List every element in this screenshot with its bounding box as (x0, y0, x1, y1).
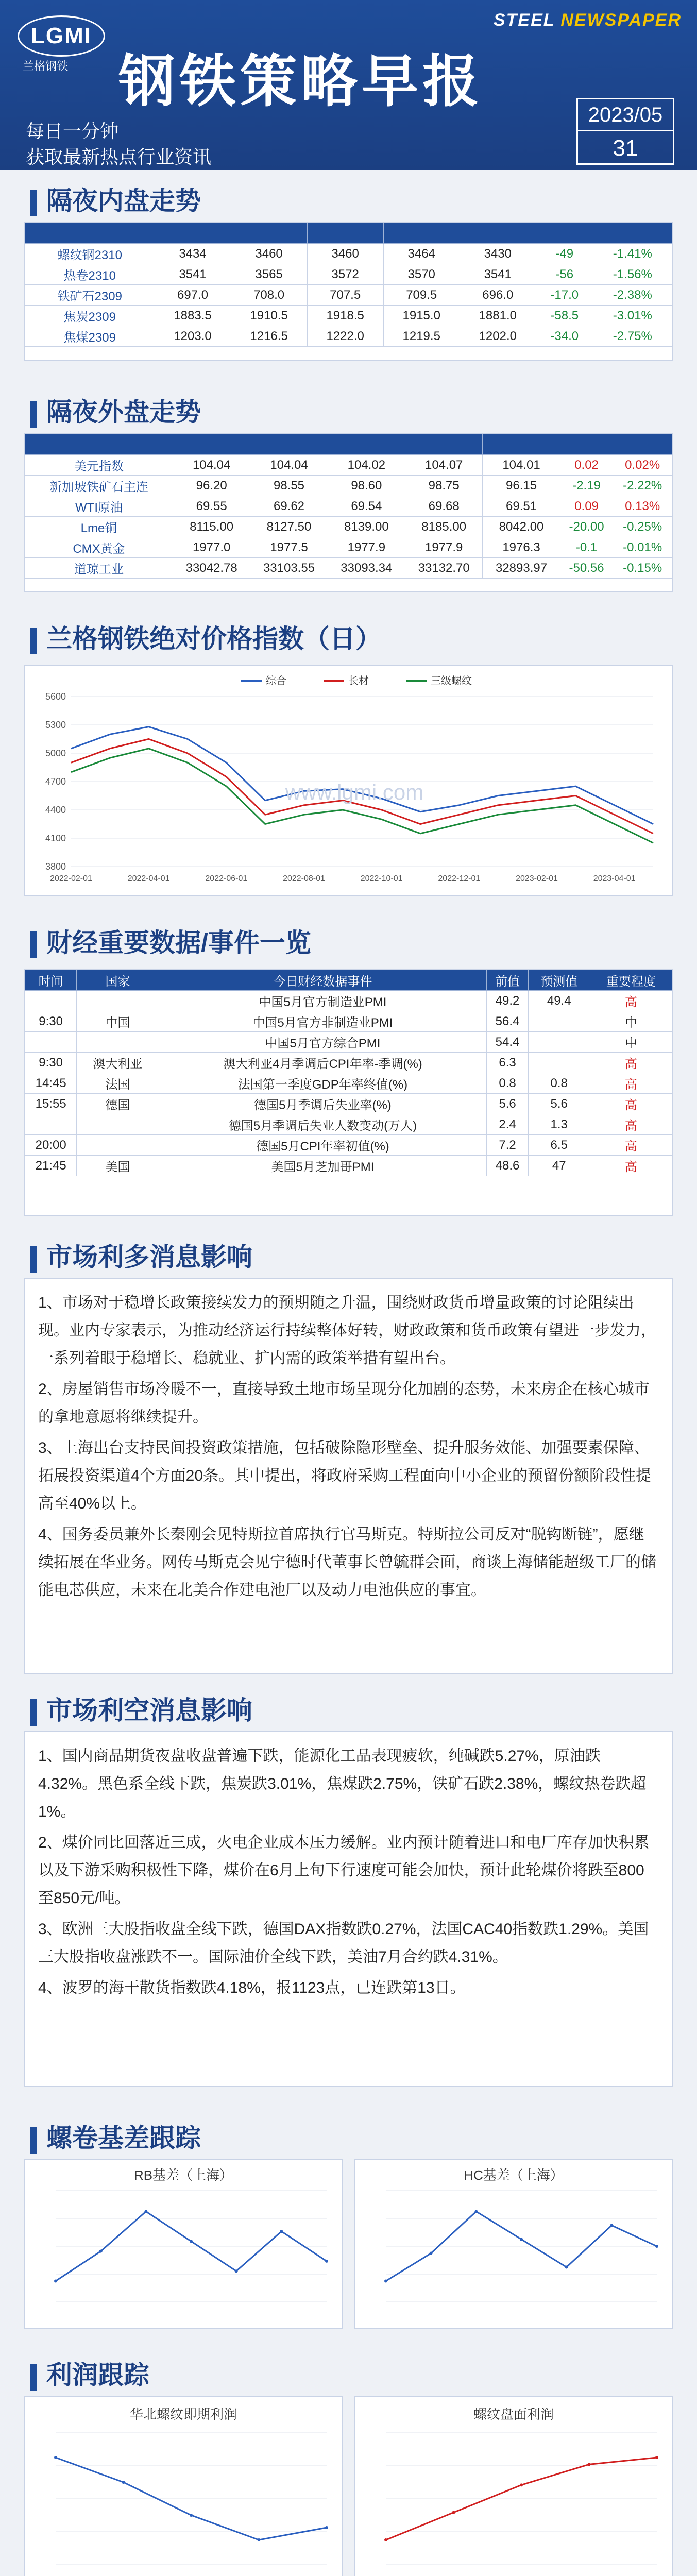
table-header-cell: 国家 (77, 970, 159, 991)
table-row (25, 1156, 672, 1176)
table-cell: WTI原油 (25, 496, 173, 517)
section-title-night-foreign (30, 392, 201, 429)
table-cell: 中国5月官方综合PMI (159, 1032, 487, 1053)
table-cell: 69.68 (405, 496, 483, 517)
table-cell: 708.0 (231, 285, 307, 306)
table-cell: 高 (590, 1114, 672, 1135)
data-table (25, 434, 672, 579)
table-row (25, 1135, 672, 1156)
table-cell: -2.19 (560, 476, 613, 496)
table-cell: 0.8 (487, 1073, 528, 1094)
calendar-table (24, 969, 673, 1216)
data-point (258, 2538, 261, 2541)
bear-news-item: 1、国内商品期货夜盘收盘普遍下跌，能源化工品表现疲软，纯碱跌5.27%，原油跌4.32%。黑色系全线下跌，焦炭跌3.01%，焦煤跌2.75%，铁矿石跌2.38%，螺纹热卷跌超1%。 (38, 1748, 647, 1820)
table-row (25, 1011, 672, 1032)
table-cell: 3565 (231, 264, 307, 285)
x-tick-label: 2023-02-01 (516, 874, 558, 883)
table-cell: 高 (590, 1073, 672, 1094)
table-cell (528, 1053, 590, 1073)
table-cell: 15:55 (25, 1094, 77, 1114)
chart-caption: 华北螺纹即期利润 (129, 2406, 237, 2422)
table-cell: 1202.0 (460, 326, 536, 347)
table-cell: 3430 (460, 244, 536, 264)
table-cell: 焦煤2309 (25, 326, 155, 347)
y-tick-label: 4400 (45, 805, 66, 815)
table-cell: 1976.3 (483, 537, 560, 558)
night-domestic-table (24, 222, 673, 361)
section-title-price-index (30, 618, 381, 655)
table-header-cell (460, 223, 536, 244)
data-point (384, 2538, 387, 2541)
table-cell: -2.75% (593, 326, 672, 347)
table-cell: 3464 (383, 244, 460, 264)
table-cell: 法国第一季度GDP年率终值(%) (159, 1073, 487, 1094)
page-title: 钢铁策略早报 (118, 50, 483, 113)
table-cell: 69.51 (483, 496, 560, 517)
table-cell: 德国5月季调后失业人数变动(万人) (159, 1114, 487, 1135)
table-cell: 49.4 (528, 991, 590, 1011)
table-cell: 1915.0 (383, 306, 460, 326)
data-point (190, 2514, 193, 2517)
section-title-text: 利润跟踪 (46, 2361, 149, 2389)
table-cell: 铁矿石2309 (25, 285, 155, 306)
section-title-text: 隔夜内盘走势 (46, 187, 201, 215)
data-point (565, 2266, 568, 2269)
table-cell: 9:30 (25, 1011, 77, 1032)
table-cell: 1219.5 (383, 326, 460, 347)
table-row (25, 537, 672, 558)
legend-label: 长材 (348, 675, 369, 687)
table-cell: 1910.5 (231, 306, 307, 326)
table-cell: 69.55 (173, 496, 250, 517)
table-cell: 104.02 (328, 455, 405, 476)
table-cell: 104.01 (483, 455, 560, 476)
bull-news-item: 4、国务委员兼外长秦刚会见特斯拉首席执行官马斯克。特斯拉公司反对“脱钩断链”，愿继续拓展在华业务。网传马斯克会见宁德时代董事长曾毓群会面，商谈上海储能超级工厂的储能电芯供应，未来在北美合作建电池厂以及动力电池供应的事宜。 (38, 1526, 656, 1599)
table-cell: 中 (590, 1032, 672, 1053)
table-header-cell (173, 434, 250, 455)
table-header-cell (593, 223, 672, 244)
table-cell: 98.75 (405, 476, 483, 496)
table-cell: 高 (590, 1053, 672, 1073)
title-bar (30, 401, 37, 428)
table-cell: 47 (528, 1156, 590, 1176)
data-point (235, 2269, 238, 2273)
table-cell: 32893.97 (483, 558, 560, 579)
table-cell: 美元指数 (25, 455, 173, 476)
table-cell: 98.55 (250, 476, 328, 496)
table-row (25, 1073, 672, 1094)
data-point (655, 2456, 658, 2459)
x-tick-label: 2023-04-01 (593, 874, 636, 883)
table-cell: Lme铜 (25, 517, 173, 537)
table-header-cell (613, 434, 672, 455)
profit-spot-svg (25, 2397, 342, 2576)
data-point (610, 2224, 613, 2227)
table-header-cell: 今日财经数据事件 (159, 970, 487, 991)
rb-basis-chart (24, 2159, 343, 2329)
table-cell: 3570 (383, 264, 460, 285)
table-cell: 0.02% (613, 455, 672, 476)
table-cell: 中国5月官方制造业PMI (159, 991, 487, 1011)
table-cell: 48.6 (487, 1156, 528, 1176)
table-cell (25, 1032, 77, 1053)
table-cell: 新加坡铁矿石主连 (25, 476, 173, 496)
legend-label: 综合 (266, 675, 286, 687)
legend-label: 三级螺纹 (431, 675, 472, 687)
table-cell: 美国 (77, 1156, 159, 1176)
bear-news-item: 4、波罗的海干散货指数跌4.18%，报1123点，已连跌第13日。 (38, 1979, 466, 1996)
table-header-cell: 前值 (487, 970, 528, 991)
table-cell: -0.1 (560, 537, 613, 558)
table-cell: 1918.5 (307, 306, 383, 326)
rb-basis-svg (25, 2160, 342, 2328)
table-cell: 德国5月CPI年率初值(%) (159, 1135, 487, 1156)
title-bar (30, 1246, 37, 1273)
table-cell: -1.56% (593, 264, 672, 285)
table-cell: 49.2 (487, 991, 528, 1011)
data-point (325, 2526, 328, 2529)
table-cell: 3460 (231, 244, 307, 264)
y-tick-label: 4700 (45, 776, 66, 787)
section-title-night-domestic (30, 180, 201, 217)
table-cell: 1222.0 (307, 326, 383, 347)
table-cell: -50.56 (560, 558, 613, 579)
table-cell: 3434 (155, 244, 231, 264)
hc-basis-chart (354, 2159, 673, 2329)
bear-news-item: 2、煤价同比回落近三成，火电企业成本压力缓解。业内预计随着进口和电厂库存加快积累以及下游采购积极性下降，煤价在6月上旬下行速度可能会加快，预计此轮煤价将跌至800至850元/吨。 (38, 1834, 650, 1907)
brand-tag (494, 10, 682, 30)
table-row (25, 991, 672, 1011)
table-row (25, 1032, 672, 1053)
night-foreign-table (24, 433, 673, 592)
data-point (655, 2245, 658, 2248)
table-cell: 96.20 (173, 476, 250, 496)
table-header-cell (536, 223, 593, 244)
table-row (25, 1094, 672, 1114)
table-cell: 澳大利亚4月季调后CPI年率-季调(%) (159, 1053, 487, 1073)
table-cell (77, 1032, 159, 1053)
profit-spot-chart (24, 2396, 343, 2576)
table-header-row (25, 434, 672, 455)
table-row (25, 285, 672, 306)
table-cell: -58.5 (536, 306, 593, 326)
table-header-cell (25, 434, 173, 455)
table-cell: 美国5月芝加哥PMI (159, 1156, 487, 1176)
table-cell: 1977.0 (173, 537, 250, 558)
data-point (54, 2456, 57, 2459)
table-header-cell (483, 434, 560, 455)
bull-news-list (24, 1278, 673, 1674)
table-cell: 69.62 (250, 496, 328, 517)
table-header-cell (307, 223, 383, 244)
data-point (588, 2463, 591, 2466)
table-cell: 33093.34 (328, 558, 405, 579)
table-row (25, 244, 672, 264)
table-cell: 中国 (77, 1011, 159, 1032)
section-title-profit (30, 2354, 149, 2392)
brand-main: STEEL (493, 10, 555, 30)
table-cell: 3572 (307, 264, 383, 285)
table-cell: 1977.5 (250, 537, 328, 558)
table-cell (25, 991, 77, 1011)
table-cell: 33042.78 (173, 558, 250, 579)
table-header-cell (231, 223, 307, 244)
table-header-cell (405, 434, 483, 455)
table-header-cell: 时间 (25, 970, 77, 991)
data-table (25, 223, 672, 347)
data-point (520, 2238, 523, 2241)
data-point (520, 2483, 523, 2486)
table-cell: 0.09 (560, 496, 613, 517)
bull-news-item: 1、市场对于稳增长政策接续发力的预期随之升温，围绕财政货币增量政策的讨论阻续出现。业内专家表示，为推动经济运行持续整体好转，财政政策和货币政策有望进一步发力，一系列着眼于稳增长、稳就业、扩内需的政策举措有望出台。 (38, 1294, 656, 1367)
table-cell: 707.5 (307, 285, 383, 306)
data-point (452, 2511, 455, 2514)
title-bar (30, 2127, 37, 2154)
table-row (25, 264, 672, 285)
table-cell (77, 1135, 159, 1156)
title-bar (30, 2364, 37, 2391)
section-title-text: 财经重要数据/事件一览 (46, 928, 311, 957)
section-title-text: 市场利多消息影响 (46, 1243, 252, 1272)
table-cell: 8042.00 (483, 517, 560, 537)
brand-accent: NEWSPAPER (560, 10, 682, 30)
profit-futures-chart (354, 2396, 673, 2576)
table-cell: -3.01% (593, 306, 672, 326)
date-box (576, 98, 674, 165)
table-header-cell (328, 434, 405, 455)
section-title-bull-news (30, 1236, 252, 1274)
header (0, 0, 697, 170)
table-row (25, 326, 672, 347)
table-cell: 8139.00 (328, 517, 405, 537)
table-row (25, 455, 672, 476)
table-cell: 高 (590, 1094, 672, 1114)
date-day: 31 (613, 135, 638, 161)
table-cell: 6.5 (528, 1135, 590, 1156)
table-row (25, 306, 672, 326)
table-cell: 热卷2310 (25, 264, 155, 285)
table-cell: -2.38% (593, 285, 672, 306)
table-cell (77, 1114, 159, 1135)
table-row (25, 1053, 672, 1073)
data-point (325, 2260, 328, 2263)
chart-caption: 螺纹盘面利润 (473, 2406, 554, 2422)
bear-news-item: 3、欧洲三大股指收盘全线下跌，德国DAX指数跌0.27%，法国CAC40指数跌1.29%。美国三大股指收盘涨跌不一。国际油价全线下跌，美油7月合约跌4.31%。 (38, 1921, 649, 1965)
bear-news-list (24, 1731, 673, 2087)
table-cell: 中国5月官方非制造业PMI (159, 1011, 487, 1032)
table-cell: -0.25% (613, 517, 672, 537)
table-cell: 33103.55 (250, 558, 328, 579)
table-header-row (25, 223, 672, 244)
hc-basis-svg (355, 2160, 672, 2328)
table-cell: 法国 (77, 1073, 159, 1094)
chart-caption: RB基差（上海） (133, 2167, 233, 2183)
data-point (144, 2210, 147, 2213)
table-cell: 98.60 (328, 476, 405, 496)
table-cell: 14:45 (25, 1073, 77, 1094)
table-cell: 1216.5 (231, 326, 307, 347)
table-cell: -56 (536, 264, 593, 285)
table-cell: 澳大利亚 (77, 1053, 159, 1073)
bull-news-item: 3、上海出台支持民间投资政策措施，包括破除隐形壁垒、提升服务效能、加强要素保障、拓展投资渠道4个方面20条。其中提出，将政府采购工程面向中小企业的预留份额阶段性提高至40%以上。 (38, 1439, 652, 1512)
table-cell: 709.5 (383, 285, 460, 306)
table-header-cell (383, 223, 460, 244)
y-tick-label: 3800 (45, 861, 66, 872)
table-cell: -2.22% (613, 476, 672, 496)
table-cell: 3460 (307, 244, 383, 264)
bull-news-item: 2、房屋销售市场冷暖不一，直接导致土地市场呈现分化加剧的态势，未来房企在核心城市的拿地意愿将继续提升。 (38, 1381, 650, 1426)
table-cell: 697.0 (155, 285, 231, 306)
table-cell: 2.4 (487, 1114, 528, 1135)
table-cell: 33132.70 (405, 558, 483, 579)
data-point (280, 2230, 283, 2233)
table-cell: 3541 (460, 264, 536, 285)
section-title-coil-basis (30, 2117, 201, 2155)
x-tick-label: 2022-02-01 (50, 874, 92, 883)
data-table (25, 970, 672, 1176)
table-cell: 1977.9 (328, 537, 405, 558)
table-cell (77, 991, 159, 1011)
y-tick-label: 5300 (45, 720, 66, 730)
date-year-month: 2023/05 (578, 99, 673, 131)
data-point (384, 2280, 387, 2283)
table-cell: 1.3 (528, 1114, 590, 1135)
table-cell (25, 1114, 77, 1135)
table-cell: 696.0 (460, 285, 536, 306)
title-bar (30, 190, 37, 216)
table-cell: -20.00 (560, 517, 613, 537)
table-cell: -0.15% (613, 558, 672, 579)
series-line (71, 727, 653, 824)
table-cell: -34.0 (536, 326, 593, 347)
watermark: www.lgmi.com (285, 780, 424, 804)
table-cell: 56.4 (487, 1011, 528, 1032)
table-row (25, 558, 672, 579)
table-cell: 5.6 (487, 1094, 528, 1114)
x-tick-label: 2022-08-01 (283, 874, 325, 883)
y-tick-label: 5000 (45, 748, 66, 758)
table-cell: CMX黄金 (25, 537, 173, 558)
section-title-text: 隔夜外盘走势 (46, 398, 201, 427)
table-cell: 3541 (155, 264, 231, 285)
slogan-line-1: 每日一分钟 (26, 121, 119, 142)
table-cell: 道琼工业 (25, 558, 173, 579)
logo-sub: 兰格钢铁 (23, 60, 69, 73)
table-header-cell: 预测值 (528, 970, 590, 991)
title-bar (30, 1699, 37, 1726)
table-cell: 104.07 (405, 455, 483, 476)
data-point (430, 2252, 433, 2255)
table-cell (528, 1032, 590, 1053)
section-title-bear-news (30, 1690, 252, 1727)
table-header-cell (155, 223, 231, 244)
table-cell: 8115.00 (173, 517, 250, 537)
table-cell: -17.0 (536, 285, 593, 306)
table-cell: 1881.0 (460, 306, 536, 326)
data-point (122, 2481, 125, 2484)
table-header-cell (560, 434, 613, 455)
table-cell: -49 (536, 244, 593, 264)
table-cell: 21:45 (25, 1156, 77, 1176)
section-title-text: 螺卷基差跟踪 (46, 2124, 201, 2153)
section-title-text: 市场利空消息影响 (46, 1696, 252, 1725)
section-title-text: 兰格钢铁绝对价格指数（日） (46, 624, 381, 653)
table-header-cell: 重要程度 (590, 970, 672, 991)
chart-caption: HC基差（上海） (464, 2167, 564, 2183)
data-point (99, 2250, 103, 2253)
section-title-calendar (30, 922, 311, 959)
table-cell: 8185.00 (405, 517, 483, 537)
table-cell: -1.41% (593, 244, 672, 264)
table-row (25, 1114, 672, 1135)
table-cell: 9:30 (25, 1053, 77, 1073)
table-cell: 104.04 (250, 455, 328, 476)
table-cell: 69.54 (328, 496, 405, 517)
price-index-chart (24, 665, 673, 896)
table-cell: 8127.50 (250, 517, 328, 537)
table-header-cell (25, 223, 155, 244)
table-cell: 中 (590, 1011, 672, 1032)
y-tick-label: 4100 (45, 833, 66, 843)
table-cell: 高 (590, 991, 672, 1011)
table-header-row (25, 970, 672, 991)
data-point (190, 2240, 193, 2243)
table-cell: 德国 (77, 1094, 159, 1114)
slogan (26, 118, 211, 170)
table-row (25, 476, 672, 496)
table-cell (528, 1011, 590, 1032)
table-cell: 1977.9 (405, 537, 483, 558)
table-cell: 20:00 (25, 1135, 77, 1156)
x-tick-label: 2022-12-01 (438, 874, 481, 883)
table-cell: 德国5月季调后失业率(%) (159, 1094, 487, 1114)
table-cell: 0.13% (613, 496, 672, 517)
table-cell: 7.2 (487, 1135, 528, 1156)
table-cell: 0.02 (560, 455, 613, 476)
table-cell: 5.6 (528, 1094, 590, 1114)
data-point (474, 2210, 478, 2213)
slogan-line-2: 获取最新热点行业资讯 (26, 146, 212, 167)
data-point (54, 2280, 57, 2283)
table-cell: 104.04 (173, 455, 250, 476)
table-row (25, 496, 672, 517)
table-cell: 6.3 (487, 1053, 528, 1073)
x-tick-label: 2022-06-01 (205, 874, 248, 883)
table-cell: 96.15 (483, 476, 560, 496)
x-tick-label: 2022-04-01 (127, 874, 170, 883)
profit-futures-svg (355, 2397, 672, 2576)
x-tick-label: 2022-10-01 (360, 874, 403, 883)
table-header-cell (250, 434, 328, 455)
table-cell: 高 (590, 1135, 672, 1156)
table-cell: 0.8 (528, 1073, 590, 1094)
table-cell: 54.4 (487, 1032, 528, 1053)
title-bar (30, 628, 37, 654)
logo: LGMI (18, 15, 105, 57)
table-cell: 1203.0 (155, 326, 231, 347)
table-row (25, 517, 672, 537)
price-index-svg (25, 666, 672, 895)
table-cell: 高 (590, 1156, 672, 1176)
title-bar (30, 931, 37, 958)
table-cell: 1883.5 (155, 306, 231, 326)
table-cell: 螺纹钢2310 (25, 244, 155, 264)
table-cell: 焦炭2309 (25, 306, 155, 326)
y-tick-label: 5600 (45, 691, 66, 702)
table-cell: -0.01% (613, 537, 672, 558)
